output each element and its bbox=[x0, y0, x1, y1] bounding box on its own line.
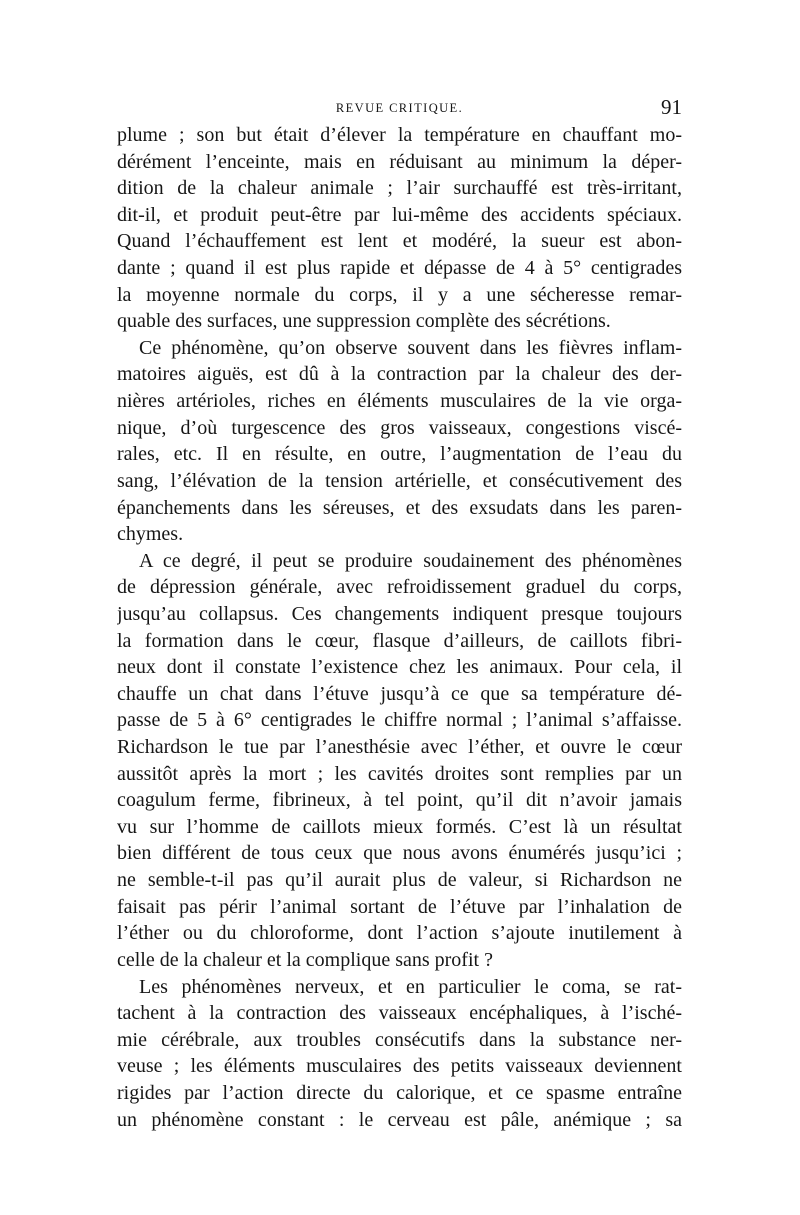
text-line: mie cérébrale, aux troubles consécutifs dans la substance ner- bbox=[117, 1028, 682, 1051]
text-line: Richardson le tue par l’anesthésie avec l’éther, et ouvre le cœur bbox=[117, 736, 682, 759]
text-line: celle de la chaleur et la complique sans profit ? bbox=[117, 948, 493, 971]
text-line: coagulum ferme, fibrineux, à tel point, qu’il dit n’avoir jamais bbox=[117, 789, 682, 812]
text-line: dante ; quand il est plus rapide et dépasse de 4 à 5° centigrades bbox=[117, 257, 682, 280]
text-line: tachent à la contraction des vaisseaux encéphaliques, à l’isché- bbox=[117, 1002, 682, 1025]
text-line: chymes. bbox=[117, 523, 184, 546]
text-line: aussitôt après la mort ; les cavités droites sont remplies par un bbox=[117, 762, 682, 785]
text-line: chauffe un chat dans l’étuve jusqu’à ce que sa température dé- bbox=[117, 682, 682, 705]
text-line: épanchements dans les séreuses, et des exsudats dans les paren- bbox=[117, 496, 682, 519]
text-line: ne semble-t-il pas qu’il aurait plus de valeur, si Richardson ne bbox=[117, 869, 682, 892]
text-line: la formation dans le cœur, flasque d’ailleurs, de caillots fibri- bbox=[117, 629, 682, 652]
text-line: plume ; son but était d’élever la température en chauffant mo- bbox=[117, 124, 682, 146]
paragraph bbox=[117, 335, 682, 548]
text-line: jusqu’au collapsus. Ces changements indiquent presque toujours bbox=[117, 602, 682, 625]
paragraph bbox=[117, 974, 682, 1134]
text-line: Les phénomènes nerveux, et en particulier le coma, se rat- bbox=[139, 975, 682, 998]
text-line: de dépression générale, avec refroidissement graduel du corps, bbox=[117, 576, 682, 599]
text-line: faisait pas périr l’animal sortant de l’étuve par l’inhalation de bbox=[117, 895, 682, 918]
text-line: nières artérioles, riches en éléments musculaires de la vie orga- bbox=[117, 390, 682, 413]
text-line: neux dont il constate l’existence chez les animaux. Pour cela, il bbox=[117, 656, 682, 679]
text-line: dérément l’enceinte, mais en réduisant au minimum la déper- bbox=[117, 150, 682, 173]
text-line: passe de 5 à 6° centigrades le chiffre normal ; l’animal s’affaisse. bbox=[117, 709, 682, 732]
text-line: nique, d’où turgescence des gros vaisseaux, congestions viscé- bbox=[117, 416, 682, 439]
text-line: la moyenne normale du corps, il y a une sécheresse remar- bbox=[117, 283, 682, 306]
text-line: Quand l’échauffement est lent et modéré, la sueur est abon- bbox=[117, 230, 682, 253]
text-line: l’éther ou du chloroforme, dont l’action s’ajoute inutilement à bbox=[117, 922, 682, 945]
text-line: un phénomène constant : le cerveau est pâle, anémique ; sa bbox=[117, 1108, 682, 1131]
body-text bbox=[117, 122, 682, 1133]
text-line: A ce degré, il peut se produire soudainement des phénomènes bbox=[139, 549, 682, 572]
text-line: dit-il, et produit peut-être par lui-même des accidents spéciaux. bbox=[117, 203, 682, 226]
text-line: Ce phénomène, qu’on observe souvent dans les fièvres inflam- bbox=[139, 336, 682, 359]
paragraph bbox=[117, 122, 682, 335]
running-title: REVUE CRITIQUE. bbox=[335, 101, 464, 115]
text-line: veuse ; les éléments musculaires des petits vaisseaux deviennent bbox=[117, 1055, 682, 1078]
text-line: matoires aiguës, est dû à la contraction par la chaleur des der- bbox=[117, 363, 682, 386]
text-line: vu sur l’homme de caillots mieux formés. C’est là un résultat bbox=[117, 815, 682, 838]
text-line: rales, etc. Il en résulte, en outre, l’augmentation de l’eau du bbox=[117, 443, 682, 466]
text-line: rigides par l’action directe du calorique, et ce spasme entraîne bbox=[117, 1081, 682, 1104]
page-number: 91 bbox=[661, 95, 682, 119]
text-line: bien différent de tous ceux que nous avons énumérés jusqu’ici ; bbox=[117, 842, 682, 865]
text-line: sang, l’élévation de la tension artérielle, et consécutivement des bbox=[117, 469, 682, 492]
paragraph bbox=[117, 548, 682, 974]
text-line: dition de la chaleur animale ; l’air surchauffé est très-irritant, bbox=[117, 177, 682, 200]
text-line: quable des surfaces, une suppression complète des sécrétions. bbox=[117, 310, 611, 333]
running-head bbox=[117, 96, 682, 122]
